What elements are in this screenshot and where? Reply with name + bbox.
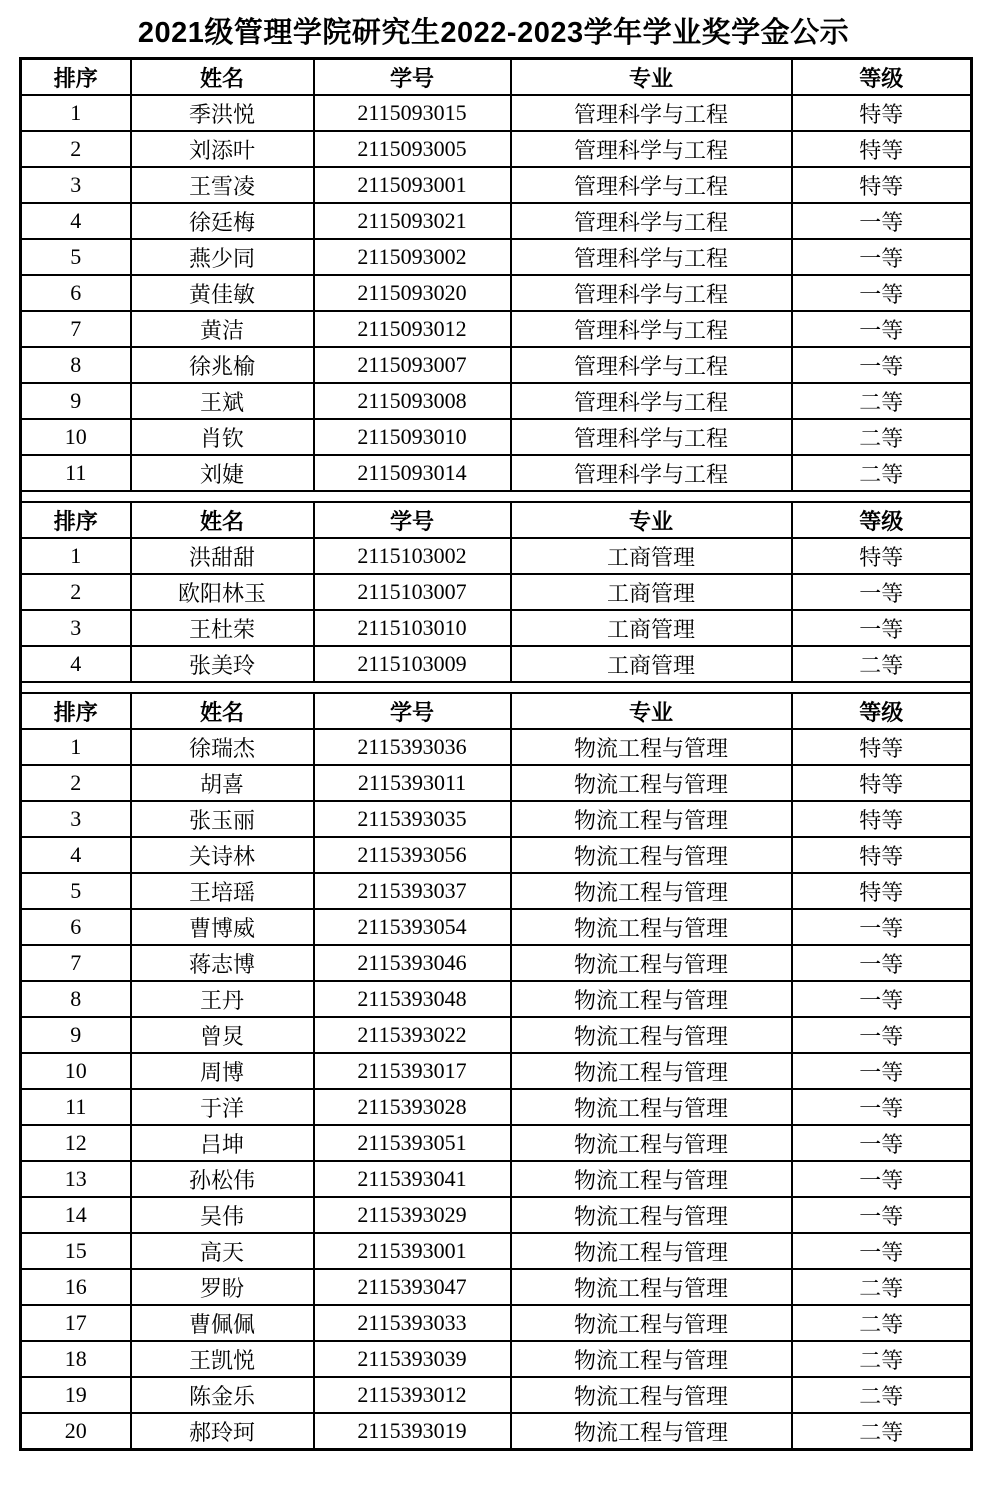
level-cell: 特等	[792, 765, 972, 801]
student-id-cell: 2115393011	[314, 765, 511, 801]
rank-cell: 7	[21, 311, 131, 347]
rank-cell: 9	[21, 1017, 131, 1053]
major-cell: 物流工程与管理	[511, 945, 792, 981]
student-id-cell: 2115393033	[314, 1305, 511, 1341]
major-cell: 物流工程与管理	[511, 1233, 792, 1269]
rank-cell: 8	[21, 347, 131, 383]
level-cell: 二等	[792, 383, 972, 419]
table-row	[21, 95, 972, 131]
student-id-cell: 2115103002	[314, 538, 511, 574]
header-major: 专业	[511, 693, 792, 729]
level-cell: 特等	[792, 538, 972, 574]
rank-cell: 15	[21, 1233, 131, 1269]
name-cell: 王斌	[131, 383, 314, 419]
scholarship-table-body	[21, 59, 972, 1450]
name-cell: 高天	[131, 1233, 314, 1269]
rank-cell: 3	[21, 801, 131, 837]
student-id-cell: 2115393017	[314, 1053, 511, 1089]
rank-cell: 5	[21, 873, 131, 909]
rank-cell: 17	[21, 1305, 131, 1341]
name-cell: 周博	[131, 1053, 314, 1089]
table-row	[21, 909, 972, 945]
level-cell: 一等	[792, 203, 972, 239]
rank-cell: 19	[21, 1377, 131, 1413]
major-cell: 物流工程与管理	[511, 873, 792, 909]
header-row	[21, 59, 972, 96]
name-cell: 肖钦	[131, 419, 314, 455]
rank-cell: 12	[21, 1125, 131, 1161]
table-row	[21, 1161, 972, 1197]
rank-cell: 1	[21, 95, 131, 131]
header-row	[21, 693, 972, 729]
rank-cell: 11	[21, 1089, 131, 1125]
table-row	[21, 1197, 972, 1233]
level-cell: 特等	[792, 729, 972, 765]
student-id-cell: 2115393019	[314, 1413, 511, 1450]
name-cell: 刘添叶	[131, 131, 314, 167]
table-row	[21, 729, 972, 765]
table-row	[21, 131, 972, 167]
header-student-id: 学号	[314, 59, 511, 96]
student-id-cell: 2115393036	[314, 729, 511, 765]
level-cell: 一等	[792, 945, 972, 981]
level-cell: 二等	[792, 1305, 972, 1341]
table-row	[21, 455, 972, 491]
level-cell: 二等	[792, 1377, 972, 1413]
student-id-cell: 2115393047	[314, 1269, 511, 1305]
rank-cell: 14	[21, 1197, 131, 1233]
header-level: 等级	[792, 693, 972, 729]
student-id-cell: 2115393048	[314, 981, 511, 1017]
major-cell: 管理科学与工程	[511, 275, 792, 311]
header-student-id: 学号	[314, 502, 511, 538]
name-cell: 王培瑶	[131, 873, 314, 909]
name-cell: 徐廷梅	[131, 203, 314, 239]
major-cell: 管理科学与工程	[511, 347, 792, 383]
student-id-cell: 2115103010	[314, 610, 511, 646]
rank-cell: 4	[21, 646, 131, 682]
header-level: 等级	[792, 502, 972, 538]
header-rank: 排序	[21, 59, 131, 96]
rank-cell: 18	[21, 1341, 131, 1377]
section-separator	[21, 491, 972, 502]
major-cell: 物流工程与管理	[511, 1089, 792, 1125]
table-row	[21, 981, 972, 1017]
table-row	[21, 538, 972, 574]
header-row	[21, 502, 972, 538]
table-row	[21, 1269, 972, 1305]
major-cell: 物流工程与管理	[511, 765, 792, 801]
level-cell: 一等	[792, 1125, 972, 1161]
name-cell: 蒋志博	[131, 945, 314, 981]
name-cell: 季洪悦	[131, 95, 314, 131]
name-cell: 曹佩佩	[131, 1305, 314, 1341]
student-id-cell: 2115103009	[314, 646, 511, 682]
header-major: 专业	[511, 59, 792, 96]
major-cell: 物流工程与管理	[511, 1161, 792, 1197]
name-cell: 曹博威	[131, 909, 314, 945]
major-cell: 管理科学与工程	[511, 311, 792, 347]
section-separator-cell	[21, 682, 972, 693]
student-id-cell: 2115093021	[314, 203, 511, 239]
major-cell: 管理科学与工程	[511, 203, 792, 239]
student-id-cell: 2115393046	[314, 945, 511, 981]
name-cell: 郝玲珂	[131, 1413, 314, 1450]
rank-cell: 4	[21, 837, 131, 873]
level-cell: 特等	[792, 95, 972, 131]
major-cell: 管理科学与工程	[511, 167, 792, 203]
table-row	[21, 203, 972, 239]
major-cell: 物流工程与管理	[511, 1341, 792, 1377]
student-id-cell: 2115393035	[314, 801, 511, 837]
level-cell: 一等	[792, 1161, 972, 1197]
header-rank: 排序	[21, 502, 131, 538]
rank-cell: 16	[21, 1269, 131, 1305]
name-cell: 黄洁	[131, 311, 314, 347]
name-cell: 吕坤	[131, 1125, 314, 1161]
rank-cell: 10	[21, 419, 131, 455]
level-cell: 一等	[792, 1017, 972, 1053]
major-cell: 物流工程与管理	[511, 1413, 792, 1450]
name-cell: 王丹	[131, 981, 314, 1017]
major-cell: 工商管理	[511, 538, 792, 574]
name-cell: 徐瑞杰	[131, 729, 314, 765]
name-cell: 王雪凌	[131, 167, 314, 203]
scholarship-table	[19, 57, 973, 1451]
student-id-cell: 2115093001	[314, 167, 511, 203]
student-id-cell: 2115393001	[314, 1233, 511, 1269]
student-id-cell: 2115093010	[314, 419, 511, 455]
major-cell: 管理科学与工程	[511, 131, 792, 167]
level-cell: 二等	[792, 1341, 972, 1377]
level-cell: 一等	[792, 1089, 972, 1125]
name-cell: 张美玲	[131, 646, 314, 682]
table-row	[21, 1053, 972, 1089]
rank-cell: 6	[21, 909, 131, 945]
rank-cell: 11	[21, 455, 131, 491]
student-id-cell: 2115093020	[314, 275, 511, 311]
student-id-cell: 2115093007	[314, 347, 511, 383]
header-name: 姓名	[131, 502, 314, 538]
rank-cell: 2	[21, 765, 131, 801]
level-cell: 一等	[792, 610, 972, 646]
notice-page	[0, 16, 987, 1485]
major-cell: 管理科学与工程	[511, 383, 792, 419]
page-title: 2021级管理学院研究生2022-2023学年学业奖学金公示	[137, 17, 850, 49]
rank-cell: 6	[21, 275, 131, 311]
section-separator	[21, 682, 972, 693]
name-cell: 徐兆榆	[131, 347, 314, 383]
level-cell: 二等	[792, 419, 972, 455]
level-cell: 一等	[792, 347, 972, 383]
table-row	[21, 311, 972, 347]
student-id-cell: 2115093002	[314, 239, 511, 275]
table-row	[21, 347, 972, 383]
table-row	[21, 646, 972, 682]
major-cell: 物流工程与管理	[511, 1053, 792, 1089]
level-cell: 特等	[792, 167, 972, 203]
student-id-cell: 2115093005	[314, 131, 511, 167]
major-cell: 物流工程与管理	[511, 1305, 792, 1341]
name-cell: 张玉丽	[131, 801, 314, 837]
student-id-cell: 2115393037	[314, 873, 511, 909]
table-row	[21, 239, 972, 275]
student-id-cell: 2115093012	[314, 311, 511, 347]
table-row	[21, 945, 972, 981]
rank-cell: 13	[21, 1161, 131, 1197]
level-cell: 二等	[792, 646, 972, 682]
table-row	[21, 801, 972, 837]
header-student-id: 学号	[314, 693, 511, 729]
level-cell: 一等	[792, 275, 972, 311]
student-id-cell: 2115093014	[314, 455, 511, 491]
rank-cell: 5	[21, 239, 131, 275]
level-cell: 特等	[792, 801, 972, 837]
name-cell: 罗盼	[131, 1269, 314, 1305]
major-cell: 管理科学与工程	[511, 419, 792, 455]
table-row	[21, 1341, 972, 1377]
table-row	[21, 1089, 972, 1125]
name-cell: 王杜荣	[131, 610, 314, 646]
name-cell: 关诗林	[131, 837, 314, 873]
rank-cell: 9	[21, 383, 131, 419]
major-cell: 工商管理	[511, 574, 792, 610]
student-id-cell: 2115393056	[314, 837, 511, 873]
rank-cell: 7	[21, 945, 131, 981]
name-cell: 黄佳敏	[131, 275, 314, 311]
table-row	[21, 1125, 972, 1161]
level-cell: 二等	[792, 1413, 972, 1450]
table-row	[21, 1233, 972, 1269]
table-row	[21, 419, 972, 455]
major-cell: 工商管理	[511, 610, 792, 646]
major-cell: 工商管理	[511, 646, 792, 682]
student-id-cell: 2115093015	[314, 95, 511, 131]
level-cell: 二等	[792, 1269, 972, 1305]
major-cell: 物流工程与管理	[511, 1377, 792, 1413]
table-row	[21, 574, 972, 610]
name-cell: 于洋	[131, 1089, 314, 1125]
table-row	[21, 275, 972, 311]
name-cell: 燕少同	[131, 239, 314, 275]
name-cell: 孙松伟	[131, 1161, 314, 1197]
table-row	[21, 1305, 972, 1341]
major-cell: 物流工程与管理	[511, 837, 792, 873]
major-cell: 物流工程与管理	[511, 909, 792, 945]
table-row	[21, 610, 972, 646]
header-level: 等级	[792, 59, 972, 96]
level-cell: 一等	[792, 909, 972, 945]
name-cell: 欧阳林玉	[131, 574, 314, 610]
name-cell: 胡喜	[131, 765, 314, 801]
header-name: 姓名	[131, 59, 314, 96]
major-cell: 物流工程与管理	[511, 981, 792, 1017]
rank-cell: 4	[21, 203, 131, 239]
level-cell: 一等	[792, 1053, 972, 1089]
rank-cell: 3	[21, 610, 131, 646]
student-id-cell: 2115393012	[314, 1377, 511, 1413]
student-id-cell: 2115393051	[314, 1125, 511, 1161]
major-cell: 物流工程与管理	[511, 1269, 792, 1305]
major-cell: 物流工程与管理	[511, 729, 792, 765]
rank-cell: 10	[21, 1053, 131, 1089]
major-cell: 物流工程与管理	[511, 1125, 792, 1161]
level-cell: 一等	[792, 1197, 972, 1233]
table-row	[21, 383, 972, 419]
major-cell: 物流工程与管理	[511, 1017, 792, 1053]
table-row	[21, 837, 972, 873]
table-row	[21, 1377, 972, 1413]
rank-cell: 8	[21, 981, 131, 1017]
student-id-cell: 2115393029	[314, 1197, 511, 1233]
name-cell: 刘婕	[131, 455, 314, 491]
rank-cell: 2	[21, 574, 131, 610]
header-rank: 排序	[21, 693, 131, 729]
level-cell: 一等	[792, 981, 972, 1017]
student-id-cell: 2115393022	[314, 1017, 511, 1053]
major-cell: 物流工程与管理	[511, 1197, 792, 1233]
student-id-cell: 2115393039	[314, 1341, 511, 1377]
table-row	[21, 1413, 972, 1450]
rank-cell: 1	[21, 729, 131, 765]
header-name: 姓名	[131, 693, 314, 729]
level-cell: 一等	[792, 311, 972, 347]
major-cell: 管理科学与工程	[511, 95, 792, 131]
student-id-cell: 2115093008	[314, 383, 511, 419]
level-cell: 一等	[792, 1233, 972, 1269]
header-major: 专业	[511, 502, 792, 538]
name-cell: 吴伟	[131, 1197, 314, 1233]
major-cell: 物流工程与管理	[511, 801, 792, 837]
student-id-cell: 2115393041	[314, 1161, 511, 1197]
rank-cell: 1	[21, 538, 131, 574]
table-row	[21, 1017, 972, 1053]
section-separator-cell	[21, 491, 972, 502]
level-cell: 特等	[792, 837, 972, 873]
table-row	[21, 167, 972, 203]
name-cell: 王凯悦	[131, 1341, 314, 1377]
rank-cell: 20	[21, 1413, 131, 1450]
level-cell: 一等	[792, 239, 972, 275]
rank-cell: 3	[21, 167, 131, 203]
name-cell: 陈金乐	[131, 1377, 314, 1413]
level-cell: 特等	[792, 873, 972, 909]
student-id-cell: 2115103007	[314, 574, 511, 610]
name-cell: 洪甜甜	[131, 538, 314, 574]
level-cell: 特等	[792, 131, 972, 167]
major-cell: 管理科学与工程	[511, 455, 792, 491]
major-cell: 管理科学与工程	[511, 239, 792, 275]
student-id-cell: 2115393054	[314, 909, 511, 945]
level-cell: 一等	[792, 574, 972, 610]
name-cell: 曾炅	[131, 1017, 314, 1053]
level-cell: 二等	[792, 455, 972, 491]
student-id-cell: 2115393028	[314, 1089, 511, 1125]
table-row	[21, 765, 972, 801]
rank-cell: 2	[21, 131, 131, 167]
table-row	[21, 873, 972, 909]
